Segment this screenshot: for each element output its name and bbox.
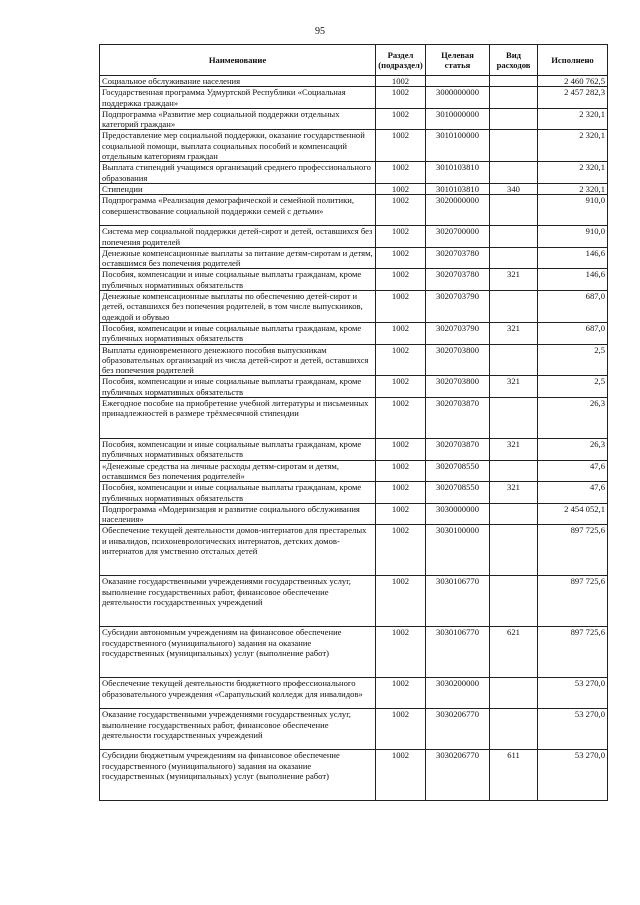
cell-type — [490, 226, 538, 248]
cell-done: 897 725,6 — [538, 627, 608, 678]
cell-type — [490, 525, 538, 576]
table-row — [100, 678, 608, 709]
cell-done: 47,6 — [538, 460, 608, 482]
table-body — [100, 76, 608, 801]
table-row — [100, 525, 608, 576]
cell-article: 3020703800 — [426, 344, 490, 376]
cell-type: 621 — [490, 627, 538, 678]
cell-name: Социальное обслуживание населения — [100, 76, 376, 87]
cell-name: Подпрограмма «Модернизация и развитие социального обслуживания населения» — [100, 503, 376, 525]
cell-done: 2 320,1 — [538, 183, 608, 194]
cell-type — [490, 709, 538, 750]
cell-article: 3020703870 — [426, 398, 490, 439]
cell-article: 3020703800 — [426, 376, 490, 398]
table-row — [100, 76, 608, 87]
table-row — [100, 344, 608, 376]
cell-article: 3030106770 — [426, 627, 490, 678]
cell-article: 3030100000 — [426, 525, 490, 576]
cell-name: Оказание государственными учреждениями государственных услуг, выполнение государственных работ, финансовое обеспечение деятельности государственных учреждений — [100, 709, 376, 750]
cell-done: 26,3 — [538, 398, 608, 439]
cell-name: «Денежные средства на личные расходы детям-сиротам и детям, оставшимся без попечения родителей» — [100, 460, 376, 482]
cell-article: 3030000000 — [426, 503, 490, 525]
table-row — [100, 87, 608, 109]
table-row — [100, 503, 608, 525]
cell-type — [490, 195, 538, 226]
cell-type — [490, 130, 538, 162]
cell-name: Обеспечение текущей деятельности бюджетного профессионального образовательного учреждения «Сарапульский колледж для инвалидов» — [100, 678, 376, 709]
cell-done: 897 725,6 — [538, 576, 608, 627]
cell-done: 2 320,1 — [538, 130, 608, 162]
cell-type: 611 — [490, 750, 538, 801]
table-row — [100, 322, 608, 344]
cell-done: 2,5 — [538, 344, 608, 376]
cell-done: 53 270,0 — [538, 750, 608, 801]
cell-done: 2 320,1 — [538, 162, 608, 184]
cell-article: 3000000000 — [426, 87, 490, 109]
cell-name: Субсидии автономным учреждениям на финансовое обеспечение государственного (муниципального) задания на оказание государственных (муниципальных) услуг (выполнение работ) — [100, 627, 376, 678]
table-row — [100, 226, 608, 248]
cell-name: Предоставление мер социальной поддержки, оказание государственной социальной помощи, выплата социальных пособий и компенсаций отдельным категориям граждан — [100, 130, 376, 162]
cell-type — [490, 678, 538, 709]
cell-section: 1002 — [376, 460, 426, 482]
cell-done: 2 460 762,5 — [538, 76, 608, 87]
cell-article: 3010000000 — [426, 108, 490, 130]
header-name: Наименование — [100, 45, 376, 76]
cell-name: Денежные компенсационные выплаты по обеспечению детей-сирот и детей, оставшихся без попечения родителей, в том числе выпускников, одеждой и обувью — [100, 291, 376, 323]
cell-section: 1002 — [376, 162, 426, 184]
cell-done: 687,0 — [538, 322, 608, 344]
cell-done: 910,0 — [538, 226, 608, 248]
table-row — [100, 376, 608, 398]
cell-name: Пособия, компенсации и иные социальные выплаты гражданам, кроме публичных нормативных обязательств — [100, 376, 376, 398]
cell-type — [490, 76, 538, 87]
cell-section: 1002 — [376, 376, 426, 398]
cell-name: Субсидии бюджетным учреждениям на финансовое обеспечение государственного (муниципального) задания на оказание государственных (муниципальных) услуг (выполнение работ) — [100, 750, 376, 801]
cell-section: 1002 — [376, 291, 426, 323]
cell-name: Подпрограмма «Реализация демографической и семейной политики, совершенствование социальной поддержки семей с детьми» — [100, 195, 376, 226]
cell-article: 3020703790 — [426, 322, 490, 344]
table-header-row — [100, 45, 608, 76]
cell-name: Выплаты единовременного денежного пособия выпускникам образовательных организаций из числа детей-сирот и детей, оставшихся без попечения родителей — [100, 344, 376, 376]
header-done: Исполнено — [538, 45, 608, 76]
cell-article: 3020703780 — [426, 247, 490, 269]
cell-type — [490, 460, 538, 482]
cell-section: 1002 — [376, 398, 426, 439]
cell-type: 321 — [490, 376, 538, 398]
cell-name: Обеспечение текущей деятельности домов-интернатов для престарелых и инвалидов, психоневрологических интернатов, детских домов-интернатов для умственно отсталых детей — [100, 525, 376, 576]
cell-section: 1002 — [376, 247, 426, 269]
cell-type: 321 — [490, 269, 538, 291]
cell-done: 53 270,0 — [538, 709, 608, 750]
cell-section: 1002 — [376, 503, 426, 525]
cell-type: 321 — [490, 439, 538, 461]
cell-type — [490, 576, 538, 627]
cell-section: 1002 — [376, 482, 426, 504]
cell-done: 53 270,0 — [538, 678, 608, 709]
cell-section: 1002 — [376, 627, 426, 678]
cell-type — [490, 247, 538, 269]
cell-type — [490, 344, 538, 376]
header-type: Вид расходов — [490, 45, 538, 76]
cell-done: 2 320,1 — [538, 108, 608, 130]
cell-section: 1002 — [376, 226, 426, 248]
header-section: Раздел (подраздел) — [376, 45, 426, 76]
cell-section: 1002 — [376, 269, 426, 291]
table-row — [100, 439, 608, 461]
cell-article: 3020700000 — [426, 226, 490, 248]
table-row — [100, 269, 608, 291]
cell-type — [490, 108, 538, 130]
budget-table — [99, 44, 608, 801]
table-row — [100, 162, 608, 184]
table-row — [100, 460, 608, 482]
cell-name: Пособия, компенсации и иные социальные выплаты гражданам, кроме публичных нормативных обязательств — [100, 269, 376, 291]
cell-section: 1002 — [376, 750, 426, 801]
cell-done: 2 454 052,1 — [538, 503, 608, 525]
cell-type: 340 — [490, 183, 538, 194]
table-row — [100, 183, 608, 194]
cell-done: 687,0 — [538, 291, 608, 323]
table-row — [100, 247, 608, 269]
cell-article: 3020000000 — [426, 195, 490, 226]
cell-type — [490, 291, 538, 323]
cell-section: 1002 — [376, 576, 426, 627]
cell-article: 3030206770 — [426, 750, 490, 801]
cell-article: 3020703870 — [426, 439, 490, 461]
cell-section: 1002 — [376, 87, 426, 109]
table-row — [100, 291, 608, 323]
table-row — [100, 398, 608, 439]
cell-section: 1002 — [376, 76, 426, 87]
page-number: 95 — [315, 26, 325, 37]
cell-section: 1002 — [376, 108, 426, 130]
table-row — [100, 576, 608, 627]
cell-name: Оказание государственными учреждениями государственных услуг, выполнение государственных работ, финансовое обеспечение деятельности государственных учреждений — [100, 576, 376, 627]
table-row — [100, 195, 608, 226]
cell-name: Государственная программа Удмуртской Республики «Социальная поддержка граждан» — [100, 87, 376, 109]
cell-section: 1002 — [376, 183, 426, 194]
cell-article: 3020708550 — [426, 460, 490, 482]
cell-article: 3020703790 — [426, 291, 490, 323]
cell-done: 2,5 — [538, 376, 608, 398]
cell-name: Денежные компенсационные выплаты за питание детям-сиротам и детям, оставшимся без попечения родителей — [100, 247, 376, 269]
table-row — [100, 482, 608, 504]
cell-done: 910,0 — [538, 195, 608, 226]
cell-section: 1002 — [376, 439, 426, 461]
cell-section: 1002 — [376, 678, 426, 709]
cell-article: 3010103810 — [426, 183, 490, 194]
cell-section: 1002 — [376, 344, 426, 376]
cell-type — [490, 162, 538, 184]
cell-section: 1002 — [376, 195, 426, 226]
cell-name: Выплата стипендий учащимся организаций среднего профессионального образования — [100, 162, 376, 184]
cell-name: Стипендии — [100, 183, 376, 194]
cell-done: 2 457 282,3 — [538, 87, 608, 109]
cell-type: 321 — [490, 322, 538, 344]
cell-article: 3020708550 — [426, 482, 490, 504]
cell-article — [426, 76, 490, 87]
table-row — [100, 130, 608, 162]
table-row — [100, 709, 608, 750]
cell-article: 3030200000 — [426, 678, 490, 709]
cell-name: Пособия, компенсации и иные социальные выплаты гражданам, кроме публичных нормативных обязательств — [100, 482, 376, 504]
cell-article: 3030106770 — [426, 576, 490, 627]
cell-section: 1002 — [376, 709, 426, 750]
cell-article: 3010103810 — [426, 162, 490, 184]
cell-article: 3010100000 — [426, 130, 490, 162]
cell-done: 146,6 — [538, 247, 608, 269]
cell-done: 897 725,6 — [538, 525, 608, 576]
cell-name: Подпрограмма «Развитие мер социальной поддержки отдельных категорий граждан» — [100, 108, 376, 130]
header-article: Целевая статья — [426, 45, 490, 76]
cell-type — [490, 503, 538, 525]
cell-type: 321 — [490, 482, 538, 504]
cell-type — [490, 398, 538, 439]
table-row — [100, 627, 608, 678]
cell-name: Ежегодное пособие на приобретение учебной литературы и письменных принадлежностей в размере трёхмесячной стипендии — [100, 398, 376, 439]
cell-section: 1002 — [376, 322, 426, 344]
cell-article: 3020703780 — [426, 269, 490, 291]
cell-done: 146,6 — [538, 269, 608, 291]
cell-section: 1002 — [376, 525, 426, 576]
table-row — [100, 750, 608, 801]
cell-article: 3030206770 — [426, 709, 490, 750]
cell-name: Система мер социальной поддержки детей-сирот и детей, оставшихся без попечения родителей — [100, 226, 376, 248]
cell-done: 26,3 — [538, 439, 608, 461]
cell-done: 47,6 — [538, 482, 608, 504]
cell-name: Пособия, компенсации и иные социальные выплаты гражданам, кроме публичных нормативных обязательств — [100, 322, 376, 344]
cell-name: Пособия, компенсации и иные социальные выплаты гражданам, кроме публичных нормативных обязательств — [100, 439, 376, 461]
cell-type — [490, 87, 538, 109]
table-row — [100, 108, 608, 130]
cell-section: 1002 — [376, 130, 426, 162]
